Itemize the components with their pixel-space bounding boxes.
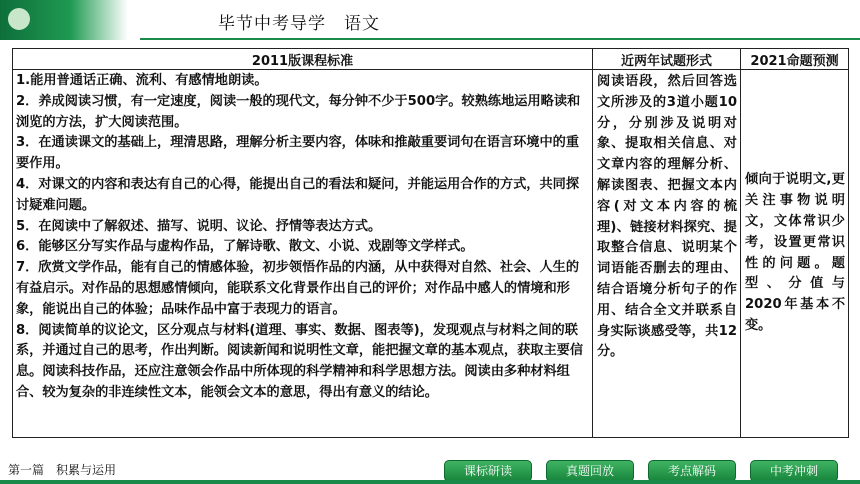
standards-cell: [13, 70, 593, 438]
nav-button-sprint[interactable]: 中考冲刺: [750, 460, 838, 482]
section-label: 第一篇 积累与运用: [8, 463, 117, 477]
logo-mark-icon: [8, 8, 30, 30]
header-divider: [140, 38, 860, 40]
header-prediction: 2021命题预测: [741, 49, 849, 70]
nav-button-curriculum[interactable]: 课标研读: [444, 460, 532, 482]
page-title: 毕节中考导学 语文: [218, 14, 380, 34]
standard-item-5: 5．在阅读中了解叙述、描写、说明、议论、抒情等表达方式。: [16, 218, 382, 234]
standard-item-8: 8．阅读简单的议论文，区分观点与材料(道理、事实、数据、图表等)，发现观点与材料之间的联系，并通过自己的思考，作出判断。阅读新闻和说明性文章，能把握文章的基本观点，获取主要信息。阅读科技作品，还应注意领会作品中所体现的科学精神和科学思想方法。阅读由多种材料组合、较为复杂的非连续性文本，能领会文本的意思，得出有意义的结论。: [16, 322, 584, 400]
header-standard: 2011版课程标准: [13, 49, 593, 70]
standard-item-3: 3．在通读课文的基础上，理清思路，理解分析主要内容，体味和推敲重要词句在语言环境中的重要作用。: [16, 135, 580, 172]
nav-button-key-points[interactable]: 考点解码: [648, 460, 736, 482]
standard-item-7: 7．欣赏文学作品，能有自己的情感体验，初步领悟作品的内涵，从中获得对自然、社会、人生的有益启示。对作品的思想感情倾向，能联系文化背景作出自己的评价；对作品中感人的情境和形象，能说出自己的体验；品味作品中富于表现力的语言。: [16, 260, 580, 317]
standard-item-6: 6．能够区分写实作品与虚构作品，了解诗歌、散文、小说、戏剧等文学样式。: [16, 239, 474, 255]
header-bar: [0, 0, 860, 40]
standard-item-2: 2．养成阅读习惯，有一定速度，阅读一般的现代文，每分钟不少于500字。较熟练地运用略读和浏览的方法，扩大阅读范围。: [16, 93, 581, 130]
curriculum-table: [12, 48, 848, 438]
standard-item-1: 1.能用普通话正确、流利、有感情地朗读。: [16, 73, 268, 88]
standard-item-4: 4．对课文的内容和表达有自己的心得，能提出自己的看法和疑问，并能运用合作的方式，共同探讨疑难问题。: [16, 176, 580, 213]
nav-button-past-exams[interactable]: 真题回放: [546, 460, 634, 482]
table-row: [13, 70, 849, 438]
header-exam-form: 近两年试题形式: [593, 49, 741, 70]
prediction-cell: 倾向于说明文,更关注事物说明文，文体常识少考，设置更常识性的问题。题型、分值与2020年基本不变。: [741, 70, 849, 438]
footer-divider: [0, 480, 860, 484]
exam-form-cell: 阅读语段，然后回答选文所涉及的3道小题10分，分别涉及说明对象、提取相关信息、对文章内容的理解分析、解读图表、把握文本内容(对文本内容的梳理)、链接材料探究、提取整合信息、说明某个词语能否删去的理由、结合语境分析句子的作用、结合全文并联系自身实际谈感受等，共12分。: [593, 70, 741, 438]
table-header-row: [13, 49, 849, 70]
logo: [0, 0, 128, 40]
